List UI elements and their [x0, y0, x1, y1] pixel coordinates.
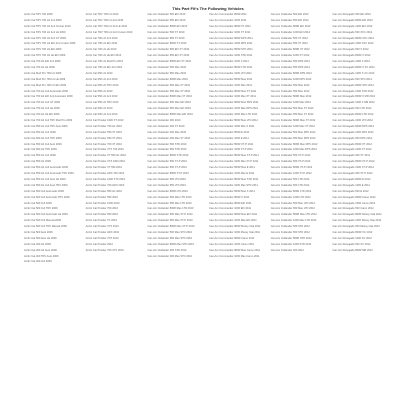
vehicle-list-item: Can-Am Outlander 500 XT 2012	[270, 36, 308, 40]
vehicle-list-item: Can-Am Outlander 650 XT 2010	[147, 36, 185, 40]
vehicle-list-item: Arctic Cat 650 H1 TRV 2009	[24, 148, 57, 152]
vehicle-list-item: Can-Am Outlander 650 XT-P 2012	[270, 160, 311, 164]
vehicle-list-item: Can-Am Outlander 800R Max LTD 2010	[147, 207, 194, 211]
vehicle-list-item: Can-Am Commander 800R Max X 2011	[209, 189, 255, 193]
vehicle-list-item: Can-Am Outlander 800R Max EFI 2010	[147, 113, 193, 117]
vehicle-list-item: Can-Am Renegade 800R LTD 2012	[332, 113, 374, 117]
vehicle-list-item: Can-Am Outlander 500 Max XT-P 2010	[147, 213, 193, 217]
vehicle-list-item: Can-Am Outlander 650 Max STD 2010	[147, 236, 193, 240]
vehicle-list-item: Can-Am Outlander 650 STD 2012	[270, 230, 310, 234]
vehicle-list-item: Can-Am Renegade 800R X MR 2012	[332, 95, 376, 99]
vehicle-list-item: Can-Am Commander 800R DPS 2011	[209, 36, 253, 40]
vehicle-list-item: Can-Am Commander 1000 E 2011	[209, 136, 249, 140]
vehicle-list-item: Can-Am Outlander 400 Max 2010	[147, 130, 187, 134]
vehicle-list-item: Arctic Cat 650 H1 4x4 TRV Auto 2009	[24, 124, 68, 128]
vehicle-list-item: Can-Am Commander 1000 Max E 2011	[209, 172, 255, 176]
vehicle-list-item: Arctic Cat 700 H1 Mud Pro 2010	[85, 60, 124, 64]
vehicle-list-item: Can-Am Renegade 1000 X XC 2012	[332, 71, 375, 75]
vehicle-list-item: Arctic Cat Prowler 1000 2010	[85, 201, 120, 205]
vehicle-list-item: Can-Am Renegade 800R Mossy Oak 2012	[332, 213, 382, 217]
vehicle-list-item: Can-Am Outlander 650 EFI 2012	[270, 18, 309, 22]
vehicle-list-item: Can-Am Outlander 500 EFI 2010	[147, 13, 186, 16]
vehicle-list-item: Arctic Cat 650 H1 4x4 TRV 2009	[24, 136, 62, 140]
vehicle-list-item: Arctic Cat 550 H1 4x4 2009	[24, 154, 56, 158]
vehicle-list-item: Arctic Cat Prowler 650 H1 2010	[85, 189, 123, 193]
vehicle-list-item: Arctic Cat 700 H1 EFI 4x4 2010	[85, 66, 123, 70]
vehicle-list-item: Can-Am Commander 1000 X 2011	[209, 60, 249, 64]
vehicle-list-item: Can-Am Commander 800R XT-P 2011	[209, 142, 254, 146]
vehicle-list-item: Can-Am Renegade 800R MR 2012	[332, 248, 373, 252]
vehicle-list-item: Can-Am Renegade 500 XXC 2012	[332, 30, 373, 34]
vehicle-list-item: Arctic Cat Prowler HDX 700 2010	[85, 172, 125, 176]
vehicle-list-item: Can-Am Outlander 400 XT 2010	[147, 124, 185, 128]
vehicle-list-item: Can-Am Commander 800R LTD 2011	[209, 66, 253, 70]
vehicle-list-item: Can-Am Commander 1000 2011	[209, 18, 247, 22]
vehicle-list-item: Can-Am Commander 800R Max EFI 2011	[209, 213, 258, 217]
vehicle-list-item: Arctic Cat Prowler XTZ 2010	[85, 236, 119, 240]
vehicle-list-item: Can-Am Outlander 1000 EFI 2012	[270, 30, 311, 34]
vehicle-list-item: Arctic Cat 550 H1 2010	[85, 89, 113, 93]
vehicle-list-item: Arctic Cat 500 4x4 Automatic LE 2009	[24, 213, 68, 217]
vehicle-list-item: Arctic Cat Prowler 700 XTX 2010	[85, 248, 124, 252]
vehicle-list-item: Arctic Cat 500 H1 2010	[85, 107, 113, 111]
vehicle-list-item: Can-Am Outlander 400 2010	[147, 119, 181, 123]
vehicle-list-item: Arctic Cat Prowler HDX 2010	[85, 230, 120, 234]
vehicle-list-item: Can-Am Outlander 1000 Max LTD 2012	[270, 219, 317, 223]
vehicle-list-item: Can-Am Outlander 400 2012	[270, 248, 304, 252]
vehicle-list-item: Arctic Cat 500 4x4 Manual 2009	[24, 219, 61, 223]
vehicle-list-item: Arctic Cat 500 Auto LE 2009	[24, 236, 57, 240]
vehicle-list-item: Can-Am Commander 1000 Max DPS 2011	[209, 107, 258, 111]
vehicle-list-item: Can-Am Outlander 800R LTD 2012	[270, 189, 312, 193]
vehicle-list-item: Can-Am Outlander 1000 Max 2012	[270, 101, 311, 105]
vehicle-list-item: Can-Am Renegade 500 DPS 2012	[332, 136, 373, 140]
vehicle-list-item: Arctic Cat Prowler 700 HDX 2010	[85, 183, 125, 187]
vehicle-list-item: Can-Am Renegade 800R Camo 2012	[332, 195, 376, 199]
vehicle-list-item: Can-Am Commander 1000 Max XT-P 2011	[209, 160, 259, 164]
vehicle-list-item: Can-Am Outlander 500 LTD 2012	[270, 177, 310, 181]
vehicle-list-item: Arctic Cat TRV 700 H1 4x4 2009	[24, 18, 62, 22]
vehicle-list-item: Can-Am Outlander 1000 XT 2012	[270, 54, 310, 58]
vehicle-list-item: Can-Am Renegade 500 XT 2012	[332, 154, 371, 158]
vehicle-list-item: Arctic Cat Prowler 1000 XTZ 2010	[85, 177, 126, 181]
vehicle-list-item: Can-Am Commander 1000 Camo 2011	[209, 242, 254, 246]
vehicle-list-item: Can-Am Outlander 650 LTD 2010	[147, 183, 186, 187]
vehicle-list-item: Arctic Cat Prowler 2010	[85, 242, 113, 246]
vehicle-list-item: Arctic Cat Prowler 700 H1 2010	[85, 124, 123, 128]
vehicle-list-item: Arctic Cat Prowler 550 2010	[85, 195, 118, 199]
vehicle-list-item: Can-Am Outlander 650 Max LTD 2012	[270, 207, 315, 211]
vehicle-list-item: Arctic Cat 450 H1 Auto 2009	[24, 248, 57, 252]
vehicle-list-item: Can-Am Outlander 500 STD 2010	[147, 142, 187, 146]
vehicle-list-item: Arctic Cat 700 H1 4x4 LE 2009	[24, 107, 60, 111]
vehicle-list-item: Can-Am Commander 1000 EFI 2011	[209, 207, 252, 211]
vehicle-list-item: Arctic Cat 550 H1 4x4 Auto TRV 2009	[24, 183, 68, 187]
vehicle-list-item: Arctic Cat Prowler XT 2010	[85, 219, 117, 223]
vehicle-list-item: Arctic Cat 500 4x4 TRV Manual 2009	[24, 225, 67, 229]
vehicle-list-item: Can-Am Renegade 800R E 2012	[332, 177, 371, 181]
vehicle-list-item: Can-Am Outlander 800R XT-P 2012	[270, 166, 313, 170]
vehicle-list-item: Can-Am Renegade 1000 X MR 2012	[332, 101, 375, 105]
vehicle-list-item: Can-Am Renegade 500 LTD 2012	[332, 107, 372, 111]
vehicle-list-item: Arctic Cat TRV 700 H1 4x4 GT 2009	[24, 36, 66, 40]
vehicle-list-item: Can-Am Outlander 500 XT 2010	[147, 30, 185, 34]
vehicle-column-4	[209, 13, 271, 266]
vehicle-list-item: Arctic Cat Prowler XT 650 H1 2010	[85, 154, 126, 158]
vehicle-list-item: Arctic Cat 500 4x4 Automatic 2009	[24, 189, 64, 193]
vehicle-list-item: Can-Am Renegade 1000 XXC 2012	[332, 42, 374, 46]
vehicle-column-3	[147, 13, 209, 266]
vehicle-list-item: Can-Am Renegade 800R XXC 2012	[332, 36, 375, 40]
vehicle-list-item: Arctic Cat 700 H1 EFI 4x4 Automatic 2009	[24, 95, 73, 99]
vehicle-list-item: Arctic Cat 700 H1 EFI 4x4 2009	[24, 60, 61, 64]
vehicle-list-item: Can-Am Outlander 800R EFI 2010	[147, 24, 188, 28]
vehicle-list-item: Arctic Cat Mud Pro 700 H1 LE 2009	[24, 77, 66, 81]
vehicle-list-item: Arctic Cat TRV 700 H1 EFI 2009	[24, 48, 62, 52]
vehicle-list-item: Can-Am Outlander 400 Max XT 2010	[147, 136, 191, 140]
vehicle-list-item: Can-Am Outlander 500 Max 2012	[270, 83, 310, 87]
vehicle-list-item: Can-Am Renegade 1000 STD 2012	[332, 89, 374, 93]
vehicle-list-item: Arctic Cat 700 H1 LE EFI 2009	[24, 113, 60, 117]
vehicle-list-item: Can-Am Commander 800R Camo 2011	[209, 236, 255, 240]
vehicle-list-item: Arctic Cat 550 H1 4x4 Automatic 2009	[24, 166, 68, 170]
vehicle-list-item: Arctic Cat Mud Pro 700 H1 2009	[24, 71, 62, 75]
vehicle-list-item: Can-Am Commander 800R Max 2011	[209, 77, 253, 81]
vehicle-list-item: Arctic Cat Prowler 650 2010	[85, 213, 118, 217]
vehicle-list-item: Can-Am Renegade 800R X 2012	[332, 54, 371, 58]
vehicle-list-item: Can-Am Outlander 500 LTD 2010	[147, 177, 186, 181]
vehicle-list-item: Can-Am Commander 800R 2011	[209, 13, 247, 16]
vehicle-list-item: Can-Am Renegade 1000 LTD 2012	[332, 119, 373, 123]
vehicle-list-item: Can-Am Outlander 500 Max XT 2010	[147, 83, 191, 87]
vehicle-list-item: Can-Am Outlander 1000 Max XT 2012	[270, 124, 315, 128]
vehicle-list-item: Arctic Cat 500 H1 4x4 2010	[85, 113, 118, 117]
vehicle-list-item: Can-Am Renegade 1000 DPS 2012	[332, 130, 374, 134]
vehicle-list-item: Can-Am Renegade 500 STD 2012	[332, 77, 373, 81]
vehicle-list-item: Arctic Cat 500 Auto 2009	[24, 230, 53, 234]
vehicle-list-item: Can-Am Commander 1000 XT-P 2011	[209, 148, 253, 152]
vehicle-list-item: Can-Am Renegade 500 Camo 2012	[332, 207, 374, 211]
vehicle-list-item: Can-Am Outlander 500 Max DPS 2012	[270, 130, 316, 134]
vehicle-list-item: Can-Am Outlander 500 EFI XT 2010	[147, 48, 190, 52]
vehicle-list-item: Can-Am Outlander 800R Max DPS 2012	[270, 142, 318, 146]
vehicle-list-item: Can-Am Commander 1000 Mossy Oak 2011	[209, 230, 260, 234]
vehicle-list-item: Can-Am Outlander 800R XT 2010	[147, 42, 187, 46]
vehicle-list-item: Can-Am Outlander 1000 STD 2012	[270, 242, 312, 246]
vehicle-list-item: Can-Am Outlander 500 DPS 2012	[270, 60, 310, 64]
vehicle-list-item: Can-Am Renegade 1000 EFI 2012	[332, 24, 373, 28]
vehicle-column-6	[332, 13, 394, 266]
vehicle-list-item: Can-Am Outlander 800R Max XT 2010	[147, 95, 192, 99]
vehicle-list-item: Can-Am Commander 1000 Max X 2011	[209, 124, 255, 128]
vehicle-list-item: Can-Am Outlander 800R XT 2012	[270, 48, 310, 52]
vehicle-list-item: Can-Am Outlander 800R LTD 2010	[147, 189, 188, 193]
vehicle-list-item: Can-Am Outlander 800R Max STD 2010	[147, 242, 194, 246]
vehicle-list-item: Can-Am Renegade 500 EFI 2012	[332, 13, 371, 16]
vehicle-list-item: Can-Am Renegade 1000 Camo 2012	[332, 201, 376, 205]
vehicle-list-item: Can-Am Renegade 1000 XT 2012	[332, 148, 372, 152]
vehicle-list-item: Can-Am Outlander 800R XT-P 2010	[147, 172, 189, 176]
vehicle-list-item: Can-Am Outlander 650 EFI XT 2010	[147, 54, 190, 58]
vehicle-list-item: Can-Am Outlander 650 Max EFI 2010	[147, 107, 191, 111]
vehicle-list-item: Arctic Cat 700 H1 4x4 GT 2009	[24, 101, 60, 105]
vehicle-list-item: Can-Am Renegade 1000 XC 2012	[332, 236, 372, 240]
vehicle-list-item: Arctic Cat Prowler XT 550 2010	[85, 166, 122, 170]
vehicle-list-item: Arctic Cat Prowler 550 XT 2010	[85, 130, 122, 134]
vehicle-list-item: Arctic Cat TRV 700 H1 EFI 4x4 Cruiser 2009	[24, 42, 76, 46]
vehicle-list-item: Arctic Cat 550 H1 TRV 2010	[85, 101, 119, 105]
vehicle-list-item: Can-Am Outlander 500 STD 2012	[270, 225, 310, 229]
vehicle-list-item: Can-Am Commander 800R Max Camo 2011	[209, 248, 260, 252]
vehicle-list-item: Can-Am Commander 1000 XT 2011	[209, 30, 251, 34]
vehicle-list-item: Can-Am Renegade 500 X 2012	[332, 48, 369, 52]
vehicle-column-5	[271, 13, 333, 266]
vehicle-list-item: Can-Am Outlander 650 Max 2012	[270, 89, 310, 93]
vehicle-list-item: Can-Am Outlander 800R Max XT-P 2010	[147, 225, 195, 229]
vehicle-list-item: Can-Am Outlander 650 Max LTD 2010	[147, 201, 192, 205]
vehicle-list-item: Can-Am Outlander 800R EFI XT 2010	[147, 60, 192, 64]
vehicle-list-item: Can-Am Renegade 800R XT 2012	[332, 142, 372, 146]
vehicle-list-item: Can-Am Commander 1000 Max XT 2011	[209, 95, 256, 99]
vehicle-list-item: Arctic Cat Prowler XTX 700 2010	[85, 148, 124, 152]
vehicle-list-item: Arctic Cat TRV 700 H1 4x4 LE 2009	[24, 30, 66, 34]
vehicle-list-item: Arctic Cat 650 H1 4x4 2010	[85, 77, 118, 81]
vehicle-list-item: Can-Am Outlander 650 DPS 2012	[270, 66, 310, 70]
vehicle-list-item: Can-Am Commander 1000 Max Camo 2011	[209, 254, 260, 258]
vehicle-list-item: Can-Am Renegade 500 XT-P 2012	[332, 172, 373, 176]
vehicle-list-item: Can-Am Renegade 500 XC 2012	[332, 242, 371, 246]
vehicle-list-item: Arctic Cat Prowler 700 2010	[85, 207, 118, 211]
vehicle-list-item: Arctic Cat 650 H1 2010	[85, 71, 113, 75]
vehicle-list-item: Can-Am Outlander 650 Max 2010	[147, 71, 187, 75]
vehicle-list-item: Arctic Cat 700 H1 EFI 2010	[85, 42, 118, 46]
vehicle-list-item: Can-Am Outlander 500 XT-P 2012	[270, 154, 311, 158]
vehicle-list-item: Arctic Cat TRV 700 H1 LE EFI 2009	[24, 54, 66, 58]
vehicle-list-item: Arctic Cat TRV 700 H1 4x4 LE 2010	[85, 24, 128, 28]
vehicle-list-item: Can-Am Commander 800R Max DPS 2011	[209, 101, 259, 105]
vehicle-list-item: Can-Am Commander 1000 Max EFI 2011	[209, 219, 257, 223]
vehicle-list-item: Arctic Cat Prowler XTZ 1000 2010	[85, 160, 126, 164]
vehicle-list-item: Can-Am Renegade 800R DPS 2012	[332, 124, 375, 128]
vehicle-list-item: Arctic Cat 700 H1 4x4 Automatic 2009	[24, 89, 68, 93]
vehicle-list-item: Arctic Cat 700 H1 4x4 2010	[85, 36, 118, 40]
vehicle-list-item: Can-Am Commander 1000 STD 2011	[209, 54, 253, 58]
vehicle-list-item: Can-Am Outlander 800R Max XT 2012	[270, 119, 316, 123]
vehicle-list-item: Can-Am Commander 800R Mossy Oak 2011	[209, 225, 261, 229]
vehicle-list-item: Arctic Cat 400 TRV Auto 2009	[24, 254, 59, 258]
vehicle-list-item: Can-Am Commander 1000 LTD 2011	[209, 71, 252, 75]
vehicle-list-item: Can-Am Renegade 1000 XT-P 2012	[332, 166, 374, 170]
vehicle-list-item: Can-Am Renegade 800R STD 2012	[332, 83, 374, 87]
vehicle-list-item: Arctic Cat 550 H1 4x4 2010	[85, 95, 118, 99]
vehicle-list-item: Arctic Cat 650 H1 TRV 2010	[85, 83, 119, 87]
vehicle-list-item: Can-Am Outlander 500 Max LTD 2012	[270, 201, 315, 205]
vehicle-list-item: Arctic Cat TRV 700 H1 2010	[85, 13, 119, 16]
vehicle-list-item: Arctic Cat 550 H1 4x4 Auto LE 2009	[24, 177, 66, 181]
vehicle-list-item: Arctic Cat 700 H1 LE EFI 2010	[85, 54, 122, 58]
vehicle-list-item: Can-Am Renegade 1000 E 2012	[332, 183, 370, 187]
vehicle-list-item: Can-Am Outlander 800R DPS 2012	[270, 71, 312, 75]
vehicle-list-item: Arctic Cat 700 H1 LE 2009	[24, 66, 55, 70]
vehicle-list-item: Arctic Cat Mud Pro 700 H1 EFI 2009	[24, 83, 67, 87]
vehicle-list-item: Can-Am Commander 800R Max XT-P 2011	[209, 154, 259, 158]
vehicle-list-item: Can-Am Renegade 1000 X 2012	[332, 60, 370, 64]
vehicle-list-item: Can-Am Outlander 400 STD 2010	[147, 248, 187, 252]
vehicle-list-item: Can-Am Outlander 400 Max STD 2010	[147, 254, 193, 258]
vehicle-list-item: Arctic Cat Prowler XTX 2010	[85, 225, 119, 229]
vehicle-column-1	[24, 13, 86, 266]
vehicle-list-item: Can-Am Commander 800R E 2011	[209, 130, 250, 134]
vehicle-list-item: Can-Am Outlander 650 XT-P 2010	[147, 166, 187, 170]
vehicle-list-item: Arctic Cat 700 H1 4x4 TRV Mud Pro 2009	[24, 119, 73, 123]
vehicle-list-item: Arctic Cat 500 4x4 TRV 2009	[24, 207, 58, 211]
vehicle-list-item: Can-Am Commander 800R XT 2011	[209, 24, 251, 28]
vehicle-list-item: Arctic Cat TRV 700 2009	[24, 13, 53, 16]
vehicle-list-item: Can-Am Outlander 650 EFI 2010	[147, 18, 186, 22]
vehicle-list-item: Can-Am Commander 800R X 2011	[209, 195, 250, 199]
vehicle-list-item: Can-Am Renegade 800R XT-P 2012	[332, 160, 375, 164]
vehicle-list-item: Arctic Cat 550 H1 4x4 Automatic TRV 2009	[24, 172, 74, 176]
vehicle-list-item: Arctic Cat Prowler 700 XT 2010	[85, 142, 122, 146]
vehicle-list-item: Arctic Cat 450 H1 2009	[24, 242, 51, 246]
vehicle-list-item: Can-Am Outlander 650 Max DPS 2012	[270, 136, 316, 140]
vehicle-list-item: Can-Am Outlander 500 Max LTD 2010	[147, 195, 192, 199]
vehicle-list-item: Can-Am Outlander 500 Max STD 2010	[147, 230, 193, 234]
vehicle-list-item: Can-Am Renegade 800R X XC 2012	[332, 66, 375, 70]
vehicle-list-item: Can-Am Outlander 650 XT 2012	[270, 42, 308, 46]
vehicle-list-item: Can-Am Commander 800R Max E 2011	[209, 166, 255, 170]
vehicle-list-item: Can-Am Outlander 800R EFI 2012	[270, 24, 311, 28]
vehicle-list-item: Can-Am Outlander 800R Max LTD 2012	[270, 213, 317, 217]
vehicle-list-item: Can-Am Renegade 1000 Mossy Oak 2012	[332, 219, 382, 223]
vehicle-list-item: Can-Am Outlander 800R STD 2010	[147, 154, 189, 158]
vehicle-list-item: Arctic Cat 700 H1 LE 2010	[85, 48, 117, 52]
vehicle-list-item: Can-Am Outlander 650 LTD 2012	[270, 183, 310, 187]
page-title: This Part Fit's The Following Vehicles	[172, 6, 244, 11]
vehicle-list-item: Can-Am Commander 1000 DPS 2011	[209, 42, 253, 46]
vehicle-list-item: Can-Am Outlander 650 Max XT 2012	[270, 113, 314, 117]
vehicle-list-item: Arctic Cat 500 4x4 2009	[24, 201, 52, 205]
vehicle-list-item: Arctic Cat 550 H1 2009	[24, 160, 51, 164]
vehicle-list-item: Arctic Cat Prowler 1000 XT 2010	[85, 119, 124, 123]
vehicle-list-item: Arctic Cat TRV 700 H1 4x4 2010	[85, 18, 124, 22]
vehicle-list-item: Can-Am Commander 800R Max STD 2011	[209, 177, 259, 181]
vehicle-list-item: Arctic Cat 500 4x4 Automatic TRV 2009	[24, 195, 70, 199]
vehicle-list-item: Can-Am Outlander 500 Max 2010	[147, 66, 187, 70]
vehicle-column-2	[86, 13, 148, 266]
vehicle-list-item: Can-Am Outlander 1000 Max DPS 2012	[270, 148, 317, 152]
vehicle-list-item: Can-Am Outlander 800R Max 2012	[270, 95, 312, 99]
vehicle-list-item: Can-Am Outlander 500 Max XT 2012	[270, 107, 314, 111]
vehicle-list-item: Can-Am Commander 800R STD 2011	[209, 48, 253, 52]
vehicle-list-item: Can-Am Commander 1000 Max 2011	[209, 83, 252, 87]
vehicle-list-item: Can-Am Outlander 1000 LTD 2012	[270, 195, 311, 199]
vehicle-list-item: Arctic Cat 400 4x4 2009	[24, 260, 52, 264]
vehicle-list-item: Can-Am Outlander 650 STD 2010	[147, 148, 187, 152]
vehicle-list-item: Can-Am Outlander 500 EFI 2012	[270, 13, 309, 16]
vehicle-list-item: Can-Am Outlander 650 Max XT-P 2010	[147, 219, 193, 223]
vehicle-list-item: Can-Am Renegade 800R XC 2012	[332, 230, 373, 234]
vehicle-list-item: Can-Am Outlander 500 Max EFI 2010	[147, 101, 191, 105]
vehicle-list-item: Can-Am Commander 800R Max XT 2011	[209, 89, 257, 93]
vehicle-list-item: Can-Am Outlander 1000 XT-P 2012	[270, 172, 312, 176]
vehicle-list-item: Can-Am Renegade 800R EFI 2012	[332, 18, 373, 22]
vehicle-list-item: Arctic Cat Prowler 650 XT 2010	[85, 136, 122, 140]
vehicle-columns	[24, 13, 394, 266]
vehicle-list-item: Arctic Cat 650 H1 4x4 Auto 2009	[24, 142, 62, 146]
vehicle-list-item: Arctic Cat TRV 700 H1 4x4 Cruiser 2010	[24, 24, 71, 28]
vehicle-list-item: Can-Am Outlander 800R Max 2010	[147, 77, 189, 81]
vehicle-list-item: Can-Am Outlander 1000 DPS 2012	[270, 77, 312, 81]
vehicle-list-item: Arctic Cat TRV 700 H1 4x4 Cruiser 2010	[85, 30, 133, 34]
vehicle-list-item: Can-Am Renegade 500 Mossy Oak 2012	[332, 225, 380, 229]
vehicle-list-item: Can-Am Outlander 800R STD 2012	[270, 236, 312, 240]
vehicle-list-item: Can-Am Commander 1000 Max STD 2011	[209, 183, 258, 187]
vehicle-list-item: Arctic Cat 650 H1 4x4 2009	[24, 130, 56, 134]
vehicle-list-item: Can-Am Commander 800R Max LTD 2011	[209, 119, 258, 123]
vehicle-list-item: Can-Am Commander 800R EFI 2011	[209, 201, 252, 205]
vehicle-list-item: Can-Am Renegade 500 E 2012	[332, 189, 369, 193]
vehicle-list-item: Can-Am Outlander 500 XT-P 2010	[147, 160, 187, 164]
vehicle-list-item: Can-Am Outlander 650 Max XT 2010	[147, 89, 191, 93]
vehicle-list-item: Can-Am Commander 1000 Max LTD 2011	[209, 113, 258, 117]
